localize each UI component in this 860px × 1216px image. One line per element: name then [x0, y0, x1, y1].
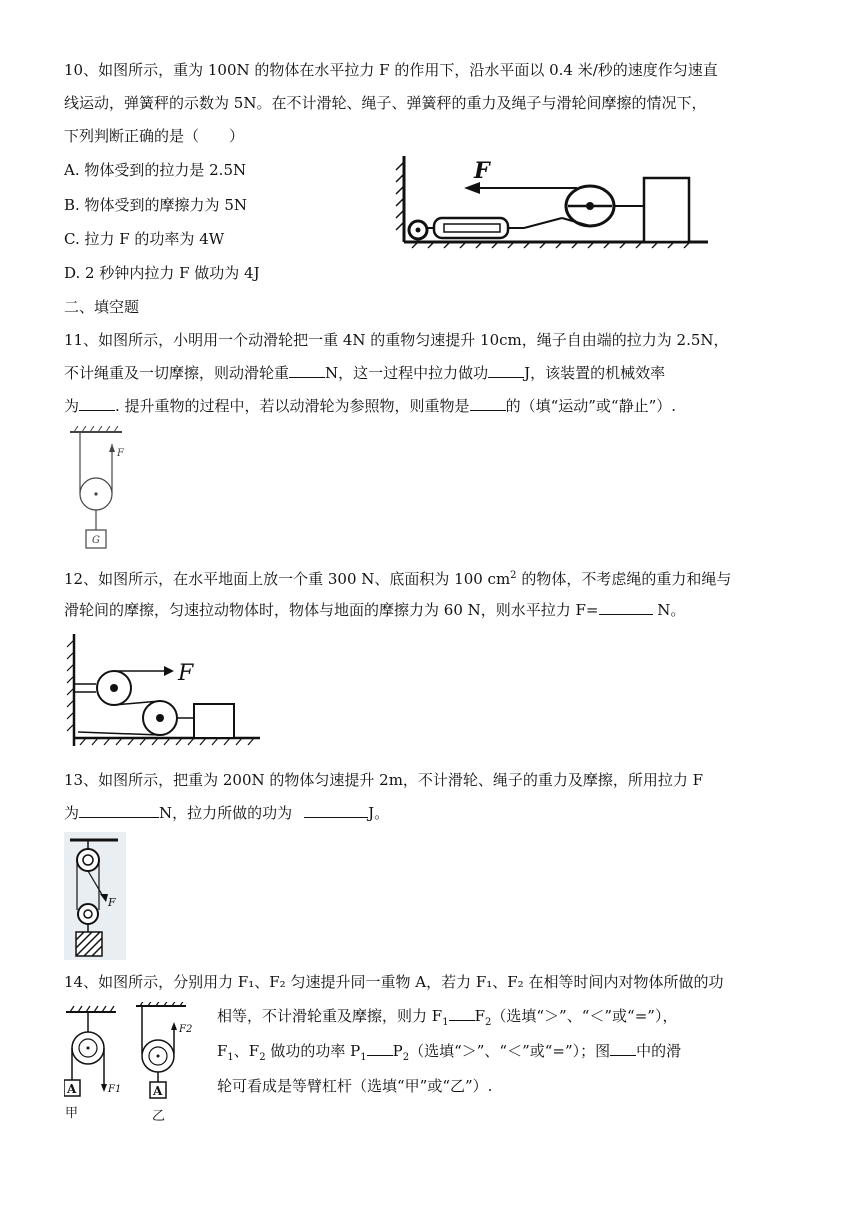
q13-line2 — [64, 803, 389, 823]
q12-text: 的物体，不考虑绳的重力和绳与 — [516, 570, 732, 588]
q14-blank-power-compare[interactable] — [367, 1041, 393, 1056]
q14-text: P — [392, 1042, 403, 1060]
q11-text: N，这一过程中拉力做功 — [325, 364, 489, 382]
q13-blank-force[interactable] — [79, 803, 159, 818]
q11-blank-motion[interactable] — [470, 396, 506, 411]
q10-line3: 下列判断正确的是（ ） — [64, 127, 245, 145]
q11-text: 不计绳重及一切摩擦，则动滑轮重 — [64, 364, 290, 382]
q12-text: 滑轮间的摩擦，匀速拉动物体时，物体与地面的摩擦力为 60 N，则水平拉力 F= — [64, 601, 599, 619]
q14-figure-yi-label: 乙 — [152, 1109, 166, 1124]
q12-force-label: F — [178, 661, 194, 686]
q10-force-label: F — [474, 158, 490, 184]
q14-text: 14、如图所示，分别用力 F₁、F₂ 匀速提升同一重物 A，若力 F₁、F₂ 在相等时间内对物体所做的功 — [64, 973, 724, 991]
q14-line4: 轮可看成是等臂杠杆（选填“甲”或“乙”）. — [217, 1077, 493, 1095]
q14-text: 做功的功率 P — [265, 1042, 361, 1060]
q14-text: F — [474, 1007, 485, 1025]
q11-text: . 提升重物的过程中，若以动滑轮为参照物，则重物是 — [115, 397, 470, 415]
q14-force2-label: F2 — [179, 1024, 193, 1035]
q10-line1: 10、如图所示，重为 100N 的物体在水平拉力 F 的作用下，沿水平面以 0.4 米/秒的速度作匀速直 — [64, 61, 718, 79]
q14-line2 — [217, 1006, 677, 1033]
q11-blank-pulley-weight[interactable] — [289, 363, 325, 378]
q14-text: 中的滑 — [636, 1042, 682, 1060]
q11-text: 的（填“运动”或“静止”）. — [505, 397, 677, 415]
q13-text: J。 — [368, 804, 390, 822]
q14-line3 — [217, 1041, 681, 1068]
q10-line2: 线运动，弹簧秤的示数为 5N。在不计滑轮、绳子、弹簧秤的重力及绳子与滑轮间摩擦的情况下， — [64, 94, 707, 112]
q11-weight-label: G — [92, 535, 100, 546]
q14-weight-a-label: A — [153, 1084, 163, 1098]
q13-text: 为 — [64, 804, 80, 822]
q12-blank-force[interactable] — [599, 600, 653, 615]
q12-text: 12、如图所示，在水平地面上放一个重 300 N、底面积为 100 cm — [64, 570, 511, 588]
q14-blank-force-compare[interactable] — [449, 1006, 475, 1021]
q13-line1: 13、如图所示，把重为 200N 的物体匀速提升 2m，不计滑轮、绳子的重力及摩擦，所用拉力 F — [64, 771, 704, 789]
q11-blank-work[interactable] — [488, 363, 524, 378]
q13-figure — [64, 832, 126, 964]
q10-option-d: D. 2 秒钟内拉力 F 做功为 4J — [64, 264, 260, 282]
q12-text: N。 — [652, 601, 686, 619]
q12-figure — [64, 632, 264, 754]
q14-text: 、F — [233, 1042, 260, 1060]
q11-text: J，该装置的机械效率 — [524, 364, 666, 382]
q14-subscript: 1 — [227, 1052, 234, 1063]
section-title: 二、填空题 — [64, 298, 140, 316]
q14-text: 相等，不计滑轮重及摩擦，则力 F — [217, 1007, 443, 1025]
q14-weight-a-label: A — [67, 1082, 77, 1096]
q14-line1 — [64, 972, 723, 992]
q14-subscript: 1 — [360, 1052, 367, 1063]
q11-text: 为 — [64, 397, 80, 415]
q10-figure — [392, 150, 712, 254]
q11-force-label: F — [117, 448, 124, 459]
q14-text: （选填“＞”、“＜”或“=”）；图 — [409, 1042, 611, 1060]
q11-line1: 11、如图所示，小明用一个动滑轮把一重 4N 的重物匀速提升 10cm，绳子自由端的拉力为 2.5N， — [64, 331, 729, 349]
q14-figure — [64, 1002, 194, 1130]
q10-option-a: A. 物体受到的拉力是 2.5N — [64, 161, 247, 179]
q14-subscript: 2 — [484, 1017, 492, 1028]
q11-line2 — [64, 363, 665, 383]
q11-figure — [64, 426, 128, 558]
q10-option-b: B. 物体受到的摩擦力为 5N — [64, 196, 247, 214]
q11-blank-efficiency[interactable] — [79, 396, 115, 411]
q13-text: N，拉力所做的功为 — [159, 804, 293, 822]
q12-line2 — [64, 600, 685, 620]
q11-line3 — [64, 396, 676, 416]
q13-blank-work[interactable] — [304, 803, 368, 818]
q14-force1-label: F1 — [108, 1084, 122, 1095]
q14-subscript: 1 — [442, 1017, 449, 1028]
q12-line1 — [64, 566, 731, 589]
q14-text: （选填“＞”、“＜”或“=”）， — [491, 1007, 678, 1025]
q14-subscript: 2 — [402, 1052, 410, 1063]
q12-superscript: 2 — [510, 570, 517, 581]
q10-option-c: C. 拉力 F 的功率为 4W — [64, 230, 225, 248]
q14-text: F — [217, 1042, 228, 1060]
q14-figure-jia-label: 甲 — [65, 1106, 79, 1121]
q13-force-label: F — [108, 896, 116, 909]
q14-subscript: 2 — [259, 1052, 266, 1063]
q14-blank-figure-choice[interactable] — [610, 1041, 636, 1056]
